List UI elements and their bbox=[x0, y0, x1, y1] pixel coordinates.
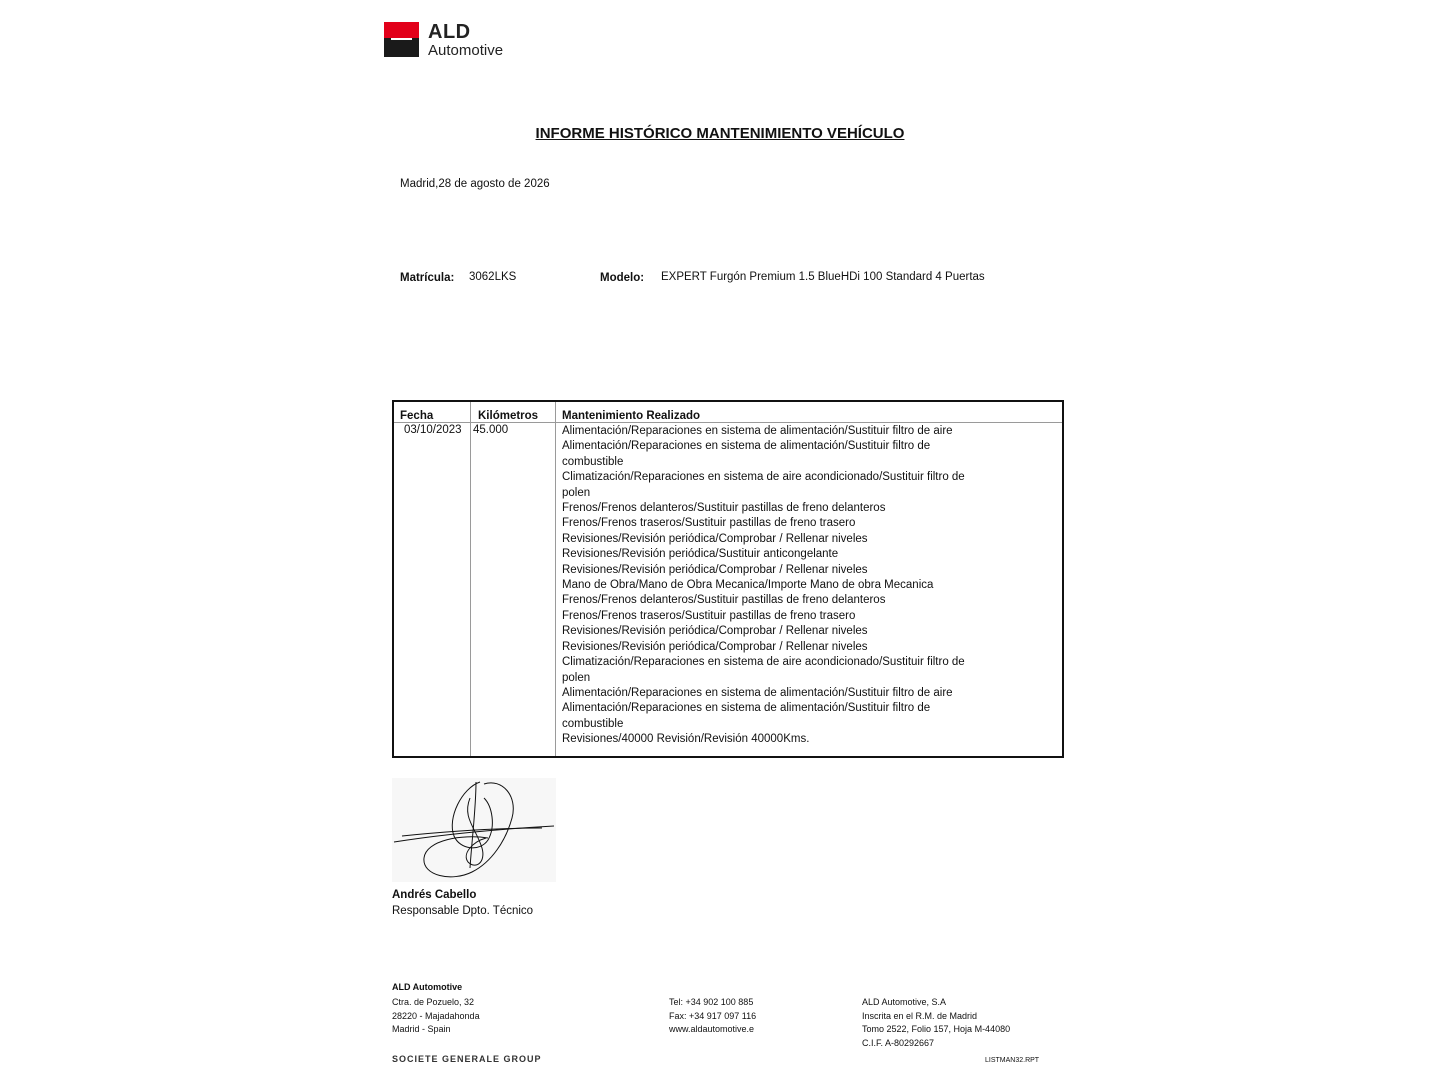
place-date bbox=[400, 178, 550, 190]
maintenance-line: Revisiones/Revisión periódica/Comprobar / Rellenar niveles bbox=[562, 640, 868, 653]
legal-line: ALD Automotive, S.A bbox=[862, 997, 947, 1007]
maintenance-line: Revisiones/40000 Revisión/Revisión 40000Kms. bbox=[562, 733, 810, 746]
row-date: 03/10/2023 bbox=[404, 424, 462, 436]
maintenance-line: Revisiones/Revisión periódica/Comprobar / Rellenar niveles bbox=[562, 563, 868, 576]
maintenance-line: Climatización/Reparaciones en sistema de aire acondicionado/Sustituir filtro de bbox=[562, 471, 965, 484]
document-title: INFORME HISTÓRICO MANTENIMIENTO VEHÍCULO bbox=[535, 125, 905, 142]
footer-legal bbox=[862, 996, 1010, 1051]
maintenance-line: Frenos/Frenos delanteros/Sustituir pastillas de freno delanteros bbox=[562, 594, 886, 607]
maintenance-line: Revisiones/Revisión periódica/Comprobar / Rellenar niveles bbox=[562, 625, 868, 638]
signatory-name: Andrés Cabello bbox=[392, 889, 477, 901]
footer-address bbox=[392, 996, 480, 1037]
date: 28 de agosto de 2026 bbox=[438, 178, 550, 190]
maintenance-line: Frenos/Frenos traseros/Sustituir pastillas de freno trasero bbox=[562, 517, 856, 530]
signature-image bbox=[392, 778, 556, 882]
model-label: Modelo: bbox=[600, 272, 645, 284]
column-divider bbox=[555, 402, 556, 756]
legal-line: Inscrita en el R.M. de Madrid bbox=[862, 1010, 978, 1021]
group-name: SOCIETE GENERALE GROUP bbox=[392, 1054, 542, 1064]
legal-line: C.I.F. A-80292667 bbox=[862, 1038, 935, 1049]
maintenance-line: Mano de Obra/Mano de Obra Mecanica/Importe Mano de obra Mecanica bbox=[562, 579, 934, 592]
address-line: Madrid - Spain bbox=[392, 1024, 451, 1035]
maintenance-line: polen bbox=[562, 671, 591, 684]
logo-sub-text: Automotive bbox=[428, 42, 504, 59]
maintenance-line: Alimentación/Reparaciones en sistema de alimentación/Sustituir filtro de aire bbox=[562, 425, 953, 437]
maintenance-line: Alimentación/Reparaciones en sistema de alimentación/Sustituir filtro de bbox=[562, 702, 931, 715]
place: Madrid, bbox=[400, 178, 439, 190]
contact-line: www.aldautomotive.e bbox=[669, 1024, 755, 1035]
maintenance-line: polen bbox=[562, 486, 591, 499]
report-code: LISTMAN32.RPT bbox=[985, 1057, 1040, 1064]
contact-line: Fax: +34 917 097 116 bbox=[669, 1010, 757, 1021]
maintenance-line: Alimentación/Reparaciones en sistema de alimentación/Sustituir filtro de aire bbox=[562, 686, 953, 699]
contact-line: Tel: +34 902 100 885 bbox=[669, 997, 754, 1007]
header-fecha: Fecha bbox=[400, 410, 434, 422]
address-line: 28220 - Majadahonda bbox=[392, 1010, 480, 1021]
maintenance-line: Frenos/Frenos traseros/Sustituir pastillas de freno trasero bbox=[562, 609, 856, 622]
maintenance-table bbox=[392, 400, 1064, 758]
header-kilometros: Kilómetros bbox=[478, 410, 539, 422]
signatory-role: Responsable Dpto. Técnico bbox=[392, 905, 534, 917]
maintenance-line: combustible bbox=[562, 717, 624, 730]
column-divider bbox=[470, 402, 471, 756]
maintenance-line: combustible bbox=[562, 455, 624, 468]
logo-brand-text: ALD bbox=[428, 21, 471, 43]
plate-label: Matrícula: bbox=[400, 272, 455, 284]
maintenance-line: Frenos/Frenos delanteros/Sustituir pastillas de freno delanteros bbox=[562, 502, 886, 515]
maintenance-line: Alimentación/Reparaciones en sistema de alimentación/Sustituir filtro de bbox=[562, 440, 931, 453]
plate-value: 3062LKS bbox=[469, 271, 517, 283]
maintenance-lines bbox=[562, 424, 982, 748]
maintenance-line: Revisiones/Revisión periódica/Sustituir anticongelante bbox=[562, 548, 839, 561]
row-km: 45.000 bbox=[473, 424, 509, 436]
maintenance-line: Revisiones/Revisión periódica/Comprobar / Rellenar niveles bbox=[562, 532, 868, 545]
header-mantenimiento: Mantenimiento Realizado bbox=[562, 410, 701, 422]
maintenance-line: Climatización/Reparaciones en sistema de aire acondicionado/Sustituir filtro de bbox=[562, 656, 965, 669]
header-divider bbox=[394, 422, 1062, 423]
signature-scribble bbox=[392, 778, 556, 882]
address-line: Ctra. de Pozuelo, 32 bbox=[392, 997, 475, 1007]
footer-contact bbox=[669, 996, 756, 1037]
legal-line: Tomo 2522, Folio 157, Hoja M-44080 bbox=[862, 1024, 1011, 1035]
model-value: EXPERT Furgón Premium 1.5 BlueHDi 100 Standard 4 Puertas bbox=[661, 271, 985, 283]
ald-logo-mark bbox=[384, 22, 419, 57]
footer-company: ALD Automotive bbox=[392, 982, 463, 992]
